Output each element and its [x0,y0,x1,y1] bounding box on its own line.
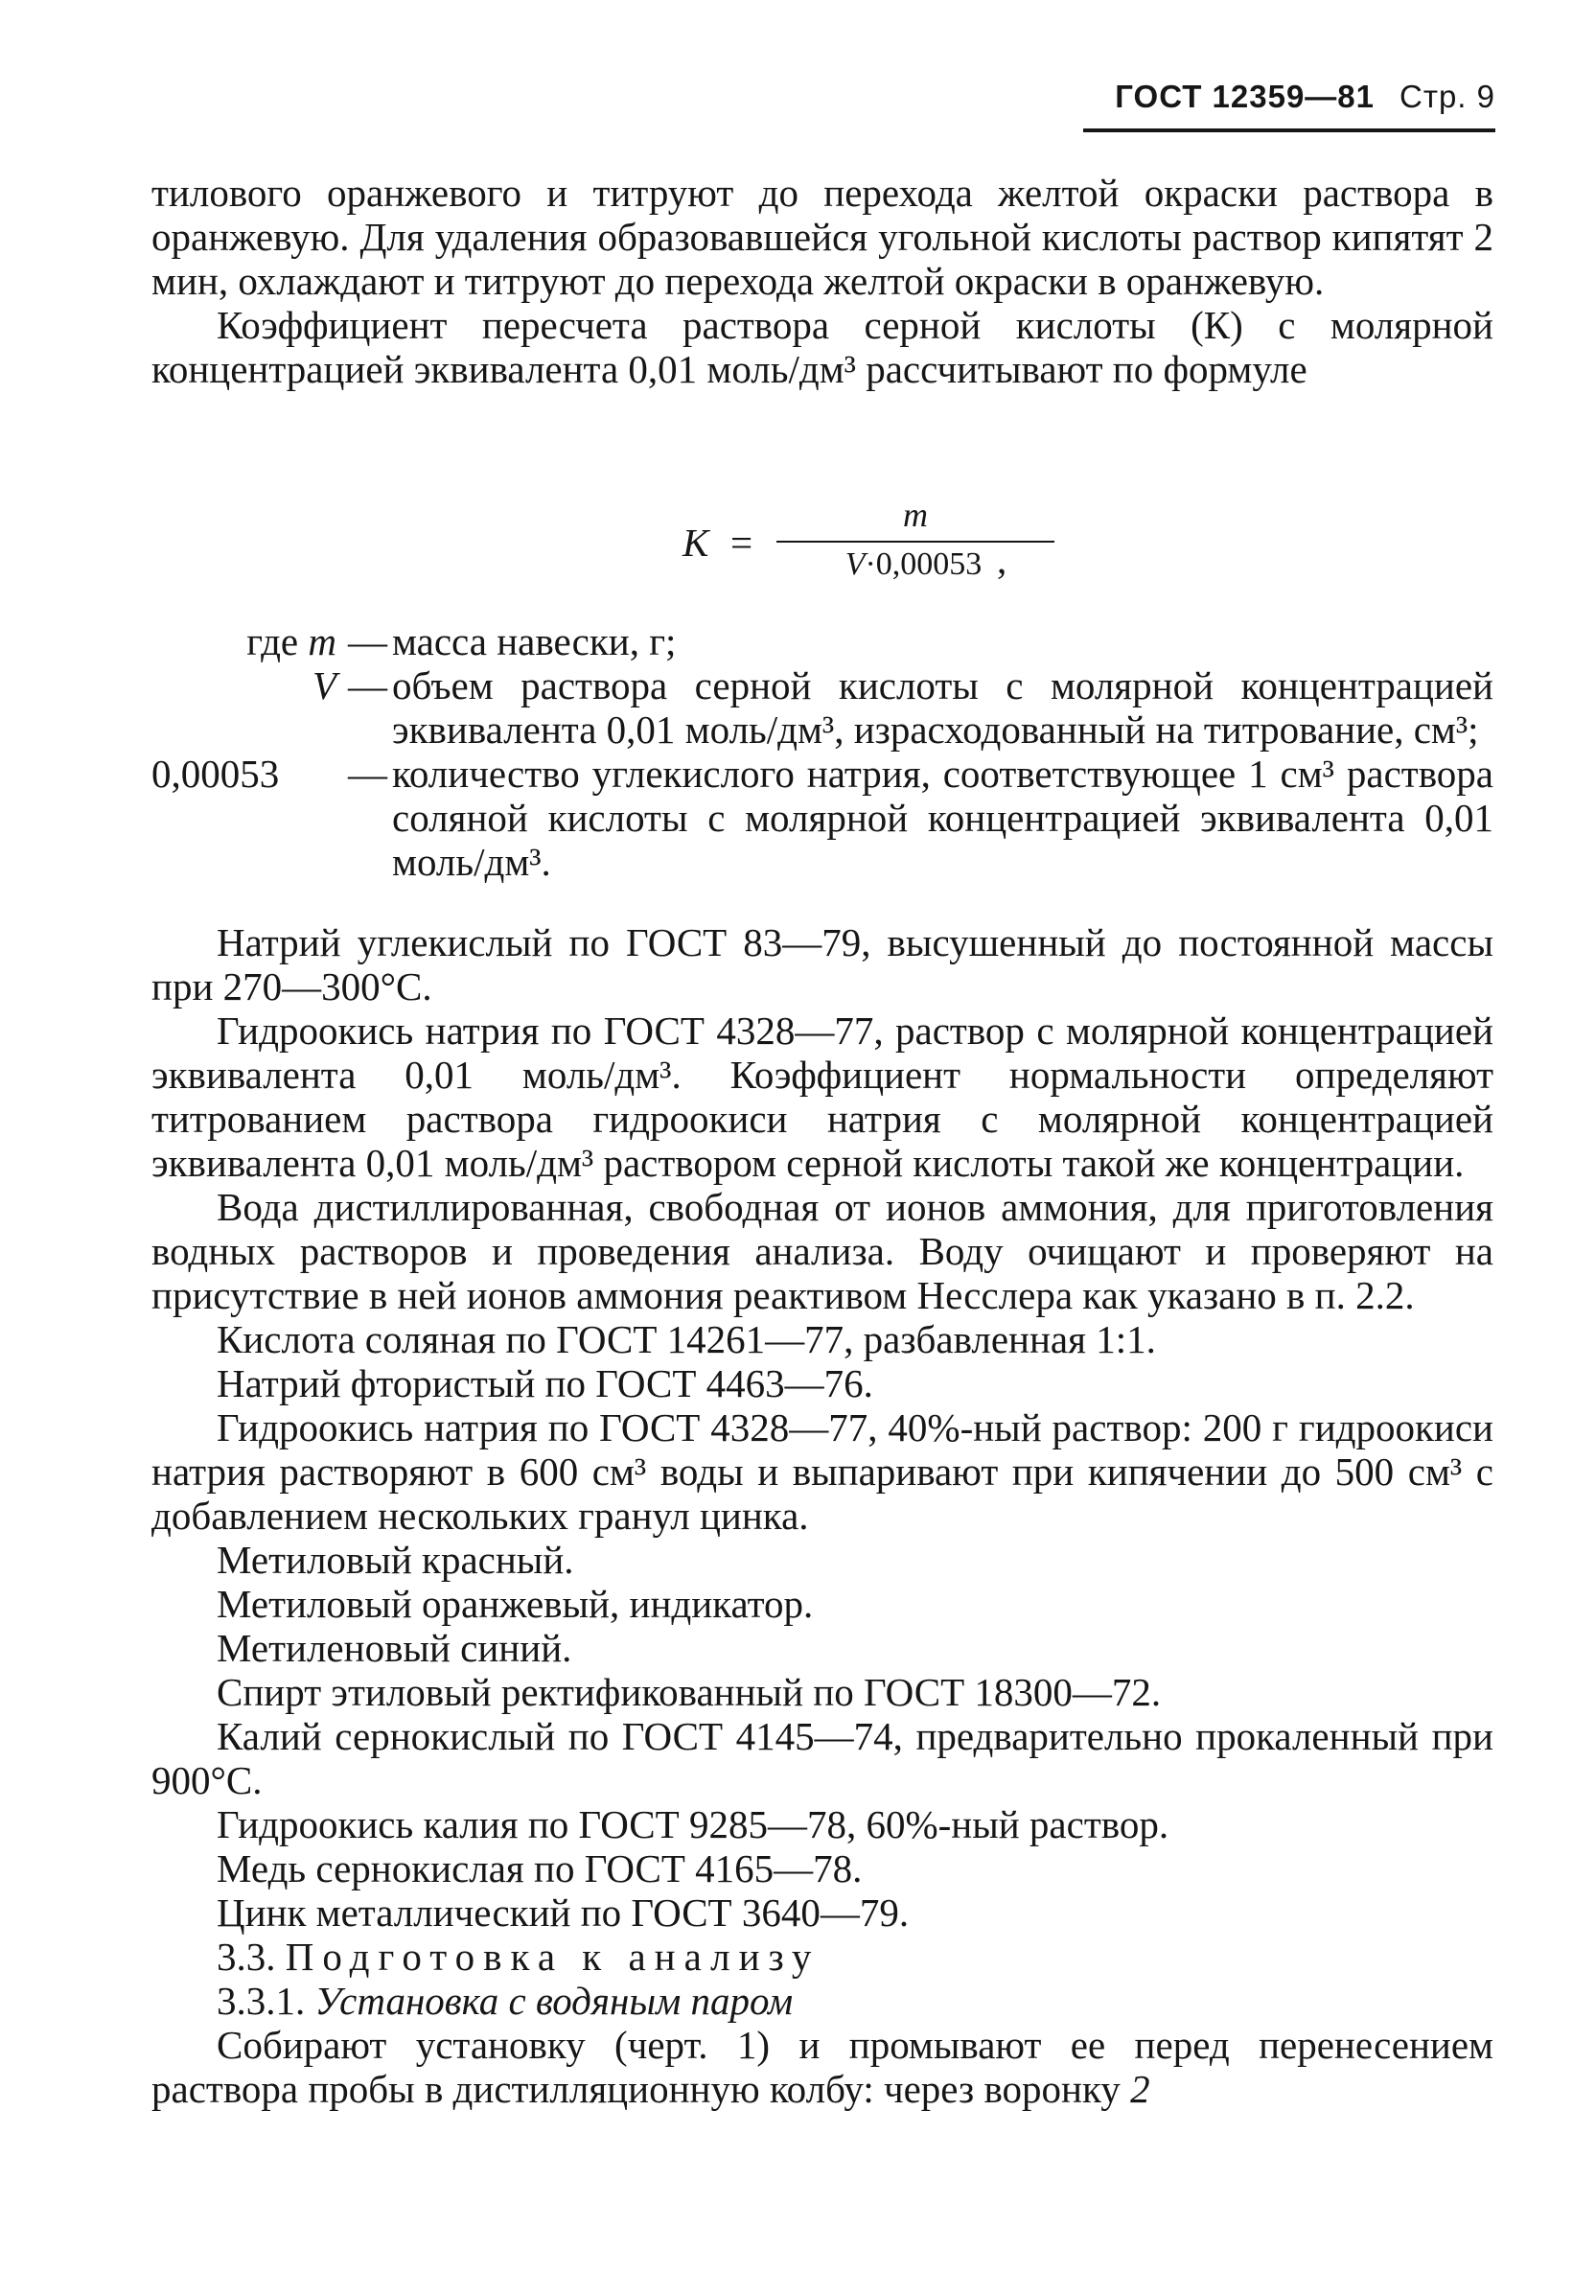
definitions [151,619,1493,884]
definition-row [151,619,1493,663]
definition-label-text: 0,00053 [151,752,280,796]
paragraph: Гидроокись натрия по ГОСТ 4328—77, 40%-ный раствор: 200 г гидроокиси натрия растворяют в 600 см³ воды и выпаривают при кипячении до 500 см³ с добавлением нескольких гранул цинка. [151,1405,1493,1538]
paragraph: Гидроокись натрия по ГОСТ 4328—77, раствор с молярной концентрацией эквивалента 0,01 моль/дм³. Коэффициент нормальности определяют титрованием раствора гидроокиси натрия с молярной концентрацией эквивалента 0,01 моль/дм³ раствором серной кислоты такой же концентрации. [151,1009,1493,1185]
formula-numerator: m [903,496,928,534]
definition-label [151,663,348,752]
paragraph: Метиловый оранжевый, индикатор. [217,1582,814,1626]
definition-label [151,752,348,884]
text-block-2 [151,920,1493,2111]
definition-text: масса навески, г; [392,619,677,663]
definition-label [151,619,348,663]
paragraph: Медь сернокислая по ГОСТ 4165—78. [217,1846,863,1890]
definition-variable: V [312,663,336,707]
page-header [1083,79,1495,132]
definition-row [151,663,1493,752]
paragraph: Спирт этиловый ректификованный по ГОСТ 18300—72. [217,1670,1162,1714]
text-block-1 [151,171,1493,391]
subsection-number: 3.3.1. [217,1979,306,2023]
section-heading [151,1935,1493,1979]
subsection-heading [151,1979,1493,2023]
subsection-title: Установка с водяным паром [314,1979,794,2023]
paragraph: Метиленовый синий. [217,1626,572,1670]
definition-label-text: где [246,619,309,663]
formula [671,496,1054,590]
paragraph: Метиловый красный. [217,1538,574,1582]
definition-variable: m [308,619,336,663]
definition-row [151,752,1493,884]
paragraph [151,2023,1493,2111]
paragraph: Коэффициент пересчета раствора серной кислоты (К) с молярной концентрацией эквивалента 0,01 моль/дм³ рассчитывают по формуле [151,303,1493,391]
formula-equals: = [730,521,753,565]
formula-den-var: V [844,546,866,582]
fraction-bar [776,541,1054,543]
paragraph: Гидроокись калия по ГОСТ 9285—78, 60%-ный раствор. [217,1802,1169,1846]
paragraph-text: Собирают установку (черт. 1) и промывают ее перед перенесением раствора пробы в дистилляционную колбу: через воронку [151,2023,1493,2111]
paragraph: Натрий углекислый по ГОСТ 83—79, высушенный до постоянной массы при 270—300°С. [151,920,1493,1009]
paragraph: Цинк металлический по ГОСТ 3640—79. [217,1890,910,1935]
page-number: Стр. 9 [1399,79,1495,114]
paragraph: Калий сернокислый по ГОСТ 4145—74, предварительно прокаленный при 900°С. [151,1714,1493,1802]
paragraph: Кислота соляная по ГОСТ 14261—77, разбавленная 1:1. [217,1317,1156,1361]
definition-dash: — [348,663,387,707]
section-title: Подготовка к анализу [285,1935,821,1979]
definition-dash: — [348,752,387,796]
definition-text: количество углекислого натрия, соответствующее 1 см³ раствора соляной кислоты с молярной концентрацией эквивалента 0,01 моль/дм³. [392,752,1493,884]
document-number: ГОСТ 12359—81 [1115,79,1375,114]
paragraph: Вода дистиллированная, свободная от ионов аммония, для приготовления водных растворов и проведения анализа. Воду очищают и проверяют на присутствие в ней ионов аммония реактивом Несслера как указано в п. 2.2. [151,1185,1493,1317]
formula-den-rest: ·0,00053 [865,546,983,582]
formula-lhs: K [682,521,709,565]
figure-ref: 2 [1130,2067,1150,2111]
paragraph: тилового оранжевого и титруют до перехода желтой окраски раствора в оранжевую. Для удаления образовавшейся угольной кислоты раствор кипятят 2 мин, охлаждают и титруют до перехода желтой окраски в оранжевую. [151,171,1493,303]
paragraph: Натрий фтористый по ГОСТ 4463—76. [217,1361,873,1405]
definition-text: объем раствора серной кислоты с молярной концентрацией эквивалента 0,01 моль/дм³, израсходованный на титрование, см³; [392,663,1493,752]
section-number: 3.3. [217,1935,276,1979]
formula-comma: , [997,538,1007,582]
definition-dash: — [348,619,387,663]
